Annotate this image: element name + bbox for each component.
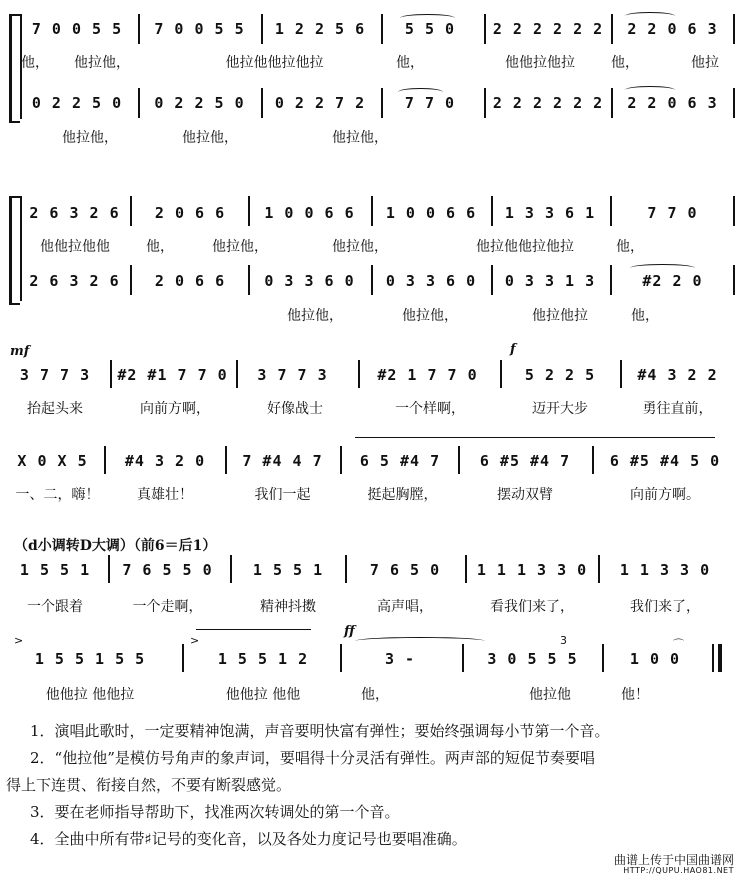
- line3-dynamic-f: f: [510, 342, 516, 357]
- l5-bar-3: [345, 555, 347, 583]
- s2-v2-bar-5: [610, 265, 612, 295]
- s1-v1-tie-2: [625, 12, 675, 20]
- s2-v2-l3: 他拉他拉: [532, 308, 588, 324]
- s1-v2-l2: 他拉他，: [182, 130, 238, 146]
- l4-l6: 向前方啊。: [630, 487, 700, 503]
- l5-l5: 看我们来了，: [490, 599, 574, 615]
- s1-v1-m3: 1 2 2 5 6: [274, 20, 366, 38]
- l3-bar-4: [500, 360, 502, 388]
- s1-v1-tie-1: [400, 14, 455, 22]
- l6-bar-3: [462, 644, 464, 672]
- s1-v1-m5: 2 2 2 2 2 2: [492, 20, 604, 38]
- line3-dynamic-mf: mf: [10, 344, 30, 359]
- l3-bar-2: [236, 360, 238, 388]
- s2-v1-m3: 1 0 0 6 6: [264, 204, 355, 222]
- s2-v2-l2: 他拉他，: [402, 308, 458, 324]
- l3-m3: 3 7 7 3: [257, 366, 328, 384]
- s1-bar-3: [381, 14, 383, 44]
- l4-bar-1: [104, 446, 106, 474]
- l5-m2: 7 6 5 5 0: [122, 561, 213, 579]
- l3-l3: 好像战士: [267, 401, 323, 417]
- s1-bar-1: [138, 14, 140, 44]
- s1-v2-m2: 0 2 2 5 0: [154, 94, 245, 112]
- l3-l6: 勇往直前，: [642, 401, 713, 417]
- l6-m3: 3 -: [384, 650, 416, 668]
- s2-v2-m2: 2 0 6 6: [154, 272, 226, 290]
- s2-v2-l4: 他，: [631, 308, 659, 324]
- l6-fermata: ⌒: [673, 638, 684, 651]
- l5-bar-4: [465, 555, 467, 583]
- l4-slur: [355, 437, 715, 438]
- l5-l4: 高声唱，: [377, 599, 433, 615]
- s1-v1-l5: 他他拉他拉: [505, 55, 575, 71]
- l6-slur-1: [196, 629, 311, 630]
- s2-bar-3: [371, 196, 373, 226]
- s2-v1-l6: 他，: [616, 239, 644, 255]
- l3-l1: 抬起头来: [27, 401, 83, 417]
- l6-accent-1: >: [14, 634, 24, 647]
- l6-m4: 3 0 5 5 5: [487, 650, 578, 668]
- s1-v1-m1: 7 0 0 5 5: [31, 20, 123, 38]
- s1-v2-m1: 0 2 2 5 0: [31, 94, 123, 112]
- s1-v1-l7: 他拉: [691, 55, 719, 71]
- modulation-note: （d小调转D大调）（前6＝后1）: [14, 538, 217, 554]
- l6-bar-1: [182, 644, 184, 672]
- l3-bar-3: [358, 360, 360, 388]
- s2-v2-m6: #2 2 0: [642, 272, 703, 290]
- s2-v2-tie: [630, 264, 695, 272]
- s1-v1-m6: 2 2 0 6 3: [627, 20, 718, 38]
- l4-l1: 一、二，嗨！: [15, 487, 100, 503]
- l6-m1: 1 5 5 1 5 5: [34, 650, 146, 668]
- instruction-3: 3．要在老师指导帮助下，找准两次转调处的第一个音。: [30, 803, 400, 821]
- s2-bar-1: [130, 196, 132, 226]
- instruction-2-cont: 得上下连贯、衔接自然，不要有断裂感觉。: [6, 776, 292, 794]
- l3-bar-5: [620, 360, 622, 388]
- s1-v2-bar-5: [611, 88, 613, 118]
- l5-m5: 1 1 1 3 3 0: [476, 561, 588, 579]
- s2-v1-l2: 他，: [146, 239, 174, 255]
- s1-v2-bar-1: [138, 88, 140, 118]
- s1-bar-5: [611, 14, 613, 44]
- s1-v2-tie-2: [625, 86, 675, 94]
- l5-l2: 一个走啊，: [132, 599, 203, 615]
- l3-m4: #2 1 7 7 0: [377, 366, 478, 384]
- s2-v1-m2: 2 0 6 6: [154, 204, 226, 222]
- l6-accent-2: >: [190, 634, 200, 647]
- s1-v1-l6: 他，: [611, 55, 639, 71]
- s2-v2-m5: 0 3 3 1 3: [504, 272, 596, 290]
- l4-bar-4: [458, 446, 460, 474]
- l6-triplet: 3: [560, 634, 567, 647]
- s2-v1-l3: 他拉他，: [212, 239, 268, 255]
- l6-l2: 他他拉 他他: [225, 687, 301, 703]
- l5-bar-1: [108, 555, 110, 583]
- l4-l5: 摆动双臂: [497, 487, 553, 503]
- s1-v2-l3: 他拉他，: [332, 130, 388, 146]
- footer-site-url[interactable]: HTTP://QUPU.HAO81.NET: [623, 866, 734, 875]
- l5-m4: 7 6 5 0: [369, 561, 441, 579]
- l6-l1: 他他拉 他他拉: [45, 687, 135, 703]
- l6-bar-2: [340, 644, 342, 672]
- s1-v2-bar-2: [261, 88, 263, 118]
- l4-m1: X 0 X 5: [17, 452, 88, 470]
- system2-brace: [9, 196, 20, 305]
- instruction-4: 4．全曲中所有带♯记号的变化音，以及各处力度记号也要唱准确。: [30, 830, 467, 848]
- l6-tie: [355, 637, 485, 645]
- s2-v2-bar-2: [248, 265, 250, 295]
- l5-m3: 1 5 5 1: [252, 561, 324, 579]
- l4-l4: 挺起胸膛，: [367, 487, 438, 503]
- l3-m2: #2 #1 7 7 0: [117, 366, 228, 384]
- s1-v2-m3: 0 2 2 7 2: [274, 94, 366, 112]
- s2-v2-l1: 他拉他，: [287, 308, 343, 324]
- s2-bar-end: [733, 196, 735, 226]
- l5-bar-2: [230, 555, 232, 583]
- l5-l6: 我们来了，: [630, 599, 700, 615]
- s1-v1-l2: 他拉他，: [74, 55, 130, 71]
- l4-bar-3: [340, 446, 342, 474]
- s2-v2-m4: 0 3 3 6 0: [385, 272, 477, 290]
- s2-v1-l5: 他拉他他拉他拉: [476, 239, 574, 255]
- l3-l5: 迈开大步: [532, 401, 588, 417]
- l3-bar-1: [110, 360, 112, 388]
- s2-v2-m3: 0 3 3 6 0: [264, 272, 355, 290]
- l4-m2: #4 3 2 0: [124, 452, 206, 470]
- l4-bar-5: [592, 446, 594, 474]
- s2-v2-m1: 2 6 3 2 6: [29, 272, 120, 290]
- s2-bar-4: [491, 196, 493, 226]
- s1-v1-l4: 他，: [396, 55, 424, 71]
- line6-dynamic-ff: ff: [344, 624, 355, 639]
- s1-v1-m2: 7 0 0 5 5: [154, 20, 245, 38]
- s2-v2-bar-4: [491, 265, 493, 295]
- s1-v2-m5: 2 2 2 2 2 2: [492, 94, 604, 112]
- l4-l2: 真雄壮！: [137, 487, 193, 503]
- l5-m1: 1 5 5 1: [19, 561, 91, 579]
- s1-bar-4: [484, 14, 486, 44]
- l6-l3: 他，: [361, 687, 389, 703]
- l6-bar-4: [602, 644, 604, 672]
- l6-l4: 他拉他: [529, 687, 571, 703]
- l5-bar-5: [598, 555, 600, 583]
- l6-bar-final-thin: [712, 644, 714, 672]
- l3-m6: #4 3 2 2: [637, 366, 718, 384]
- s2-bar-5: [610, 196, 612, 226]
- s1-v1-l3: 他拉他他拉他拉: [225, 55, 324, 71]
- instruction-2: 2．“他拉他”是模仿号角声的象声词，要唱得十分灵活有弹性。两声部的短促节奏要唱: [30, 749, 595, 767]
- l3-m5: 5 2 2 5: [524, 366, 596, 384]
- l4-m4: 6 5 #4 7: [359, 452, 441, 470]
- s1-v2-bar-end: [733, 88, 735, 118]
- s2-v1-l1: 他他拉他他: [40, 239, 110, 255]
- s1-v2-m6: 2 2 0 6 3: [627, 94, 718, 112]
- footer-site-name: 曲谱上传于中国曲谱网: [613, 853, 734, 867]
- l5-l3: 精神抖擞: [260, 599, 316, 615]
- s2-v2-bar-1: [130, 265, 132, 295]
- s1-v2-tie-1: [398, 88, 443, 96]
- s1-v1-m4: 5 5 0: [404, 20, 456, 38]
- s2-v1-m1: 2 6 3 2 6: [29, 204, 120, 222]
- l5-l1: 一个跟着: [27, 599, 83, 615]
- l6-m5: 1 0 0: [629, 650, 681, 668]
- l4-l3: 我们一起: [254, 487, 311, 503]
- s2-v2-bar-end: [733, 265, 735, 295]
- l3-l2: 向前方啊，: [140, 401, 210, 417]
- system1-brace: [9, 14, 20, 123]
- l6-bar-final-thick: [718, 644, 722, 672]
- l5-m6: 1 1 3 3 0: [619, 561, 711, 579]
- l4-bar-2: [225, 446, 227, 474]
- s1-bar-end: [733, 14, 735, 44]
- l3-l4: 一个样啊，: [395, 401, 465, 417]
- s1-v2-m4: 7 7 0: [404, 94, 456, 112]
- s1-bar-2: [261, 14, 263, 44]
- s1-v2-bar-4: [484, 88, 486, 118]
- l6-m2: 1 5 5 1 2: [217, 650, 309, 668]
- instruction-1: 1．演唱此歌时，一定要精神饱满，声音要明快富有弹性；要始终强调每小节第一个音。: [30, 722, 610, 740]
- s2-v1-m6: 7 7 0: [647, 204, 698, 222]
- s2-v2-bar-3: [371, 265, 373, 295]
- l4-m6: 6 #5 #4 5 0: [609, 452, 721, 470]
- s2-bar-2: [248, 196, 250, 226]
- l3-m1: 3 7 7 3: [19, 366, 91, 384]
- s2-v1-m4: 1 0 0 6 6: [385, 204, 477, 222]
- s2-v1-l4: 他拉他，: [332, 239, 388, 255]
- s1-v2-bar-3: [381, 88, 383, 118]
- l4-m3: 7 #4 4 7: [242, 452, 323, 470]
- s1-v2-l1: 他拉他，: [62, 130, 118, 146]
- s2-v1-m5: 1 3 3 6 1: [504, 204, 596, 222]
- l6-l5: 他！: [621, 687, 649, 703]
- s1-v1-l1: 他，: [21, 55, 49, 71]
- l4-m5: 6 #5 #4 7: [479, 452, 571, 470]
